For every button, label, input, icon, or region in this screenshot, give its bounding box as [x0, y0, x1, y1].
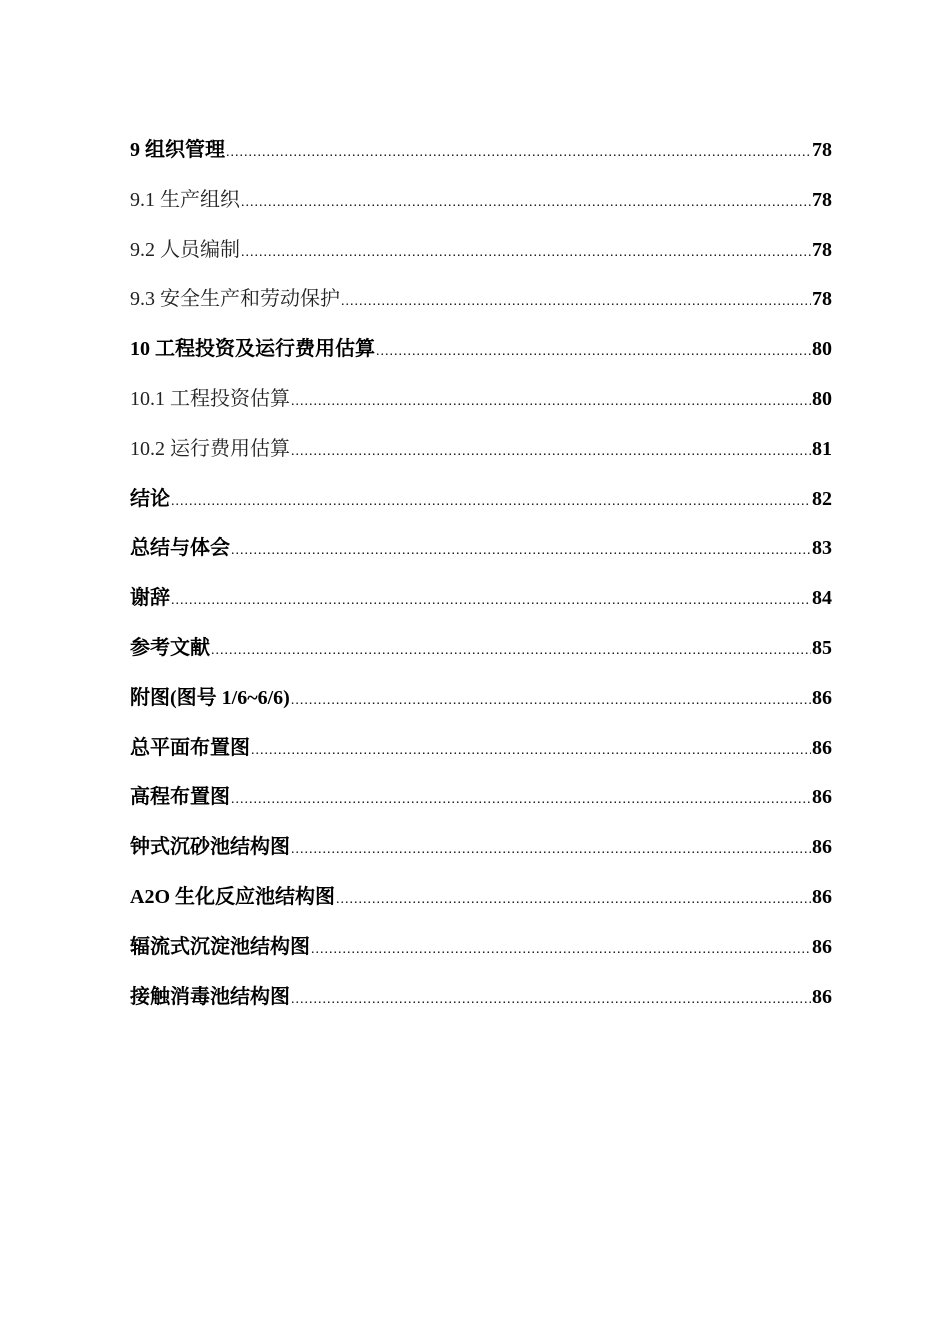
toc-entry[interactable]: [130, 184, 832, 234]
toc-entry[interactable]: [130, 632, 832, 682]
toc-entry-title: 9.2 人员编制: [130, 238, 240, 261]
toc-entry-title: 10.1 工程投资估算: [130, 387, 290, 410]
toc-entry[interactable]: [130, 981, 832, 1031]
toc-entry[interactable]: [130, 582, 832, 632]
toc-entry[interactable]: [130, 383, 832, 433]
toc-entry-page: 78: [812, 139, 832, 161]
toc-entry-page: 78: [812, 188, 832, 211]
toc-leader-dots: [291, 685, 811, 717]
toc-entry-page: 82: [812, 487, 832, 510]
toc-leader-dots: [251, 735, 811, 767]
toc-entry[interactable]: [130, 831, 832, 881]
toc-entry-page: 85: [812, 636, 832, 659]
toc-entry[interactable]: [130, 781, 832, 831]
toc-entry-title: 辐流式沉淀池结构图: [130, 935, 310, 958]
toc-entry-title: 参考文献: [130, 636, 210, 659]
toc-entry[interactable]: [130, 483, 832, 533]
toc-entry-page: 83: [812, 537, 832, 560]
toc-entry-page: 86: [812, 786, 832, 809]
toc-entry-page: 86: [812, 985, 832, 1008]
toc-entry-title: 钟式沉砂池结构图: [130, 836, 290, 859]
toc-leader-dots: [171, 585, 811, 617]
toc-entry[interactable]: [130, 532, 832, 582]
table-of-contents: [130, 134, 832, 1030]
toc-leader-dots: [226, 137, 811, 169]
toc-entry-title: 谢辞: [130, 587, 170, 610]
toc-entry[interactable]: [130, 931, 832, 981]
toc-entry[interactable]: [130, 234, 832, 284]
toc-entry-title: 10.2 运行费用估算: [130, 437, 290, 460]
toc-entry-title: 9.3 安全生产和劳动保护: [130, 288, 340, 311]
toc-entry-page: 78: [812, 288, 832, 311]
toc-entry[interactable]: [130, 881, 832, 931]
toc-leader-dots: [211, 635, 811, 667]
toc-entry-title: 高程布置图: [130, 786, 230, 809]
toc-entry-title: 10 工程投资及运行费用估算: [130, 338, 375, 361]
toc-entry[interactable]: [130, 732, 832, 782]
toc-entry[interactable]: [130, 433, 832, 483]
toc-entry-page: 86: [812, 935, 832, 958]
toc-entry-title: 接触消毒池结构图: [130, 985, 290, 1008]
toc-entry[interactable]: [130, 283, 832, 333]
toc-entry-page: 80: [812, 338, 832, 361]
toc-entry-page: 80: [812, 387, 832, 410]
toc-entry-page: 81: [812, 437, 832, 460]
toc-entry-title: 结论: [130, 487, 170, 510]
toc-entry-page: 86: [812, 736, 832, 759]
toc-entry-page: 78: [812, 238, 832, 261]
toc-entry-page: 86: [812, 836, 832, 859]
toc-entry-title: 9.1 生产组织: [130, 188, 240, 211]
toc-leader-dots: [241, 237, 811, 269]
toc-entry-title: 9 组织管理: [130, 139, 225, 161]
toc-leader-dots: [291, 834, 811, 866]
toc-leader-dots: [336, 884, 811, 916]
toc-leader-dots: [171, 486, 811, 518]
toc-leader-dots: [241, 187, 811, 219]
toc-entry-title: 总结与体会: [130, 537, 230, 560]
toc-entry[interactable]: [130, 134, 832, 184]
toc-leader-dots: [376, 336, 811, 368]
toc-leader-dots: [231, 784, 811, 816]
toc-entry[interactable]: [130, 333, 832, 383]
toc-entry[interactable]: [130, 682, 832, 732]
toc-leader-dots: [311, 934, 811, 966]
toc-entry-title: A2O 生化反应池结构图: [130, 885, 335, 908]
toc-leader-dots: [291, 386, 811, 418]
toc-entry-page: 84: [812, 587, 832, 610]
toc-entry-title: 附图(图号 1/6~6/6): [130, 686, 290, 709]
toc-leader-dots: [231, 535, 811, 567]
toc-leader-dots: [341, 286, 811, 318]
toc-entry-page: 86: [812, 885, 832, 908]
toc-leader-dots: [291, 436, 811, 468]
toc-entry-title: 总平面布置图: [130, 736, 250, 759]
toc-entry-page: 86: [812, 686, 832, 709]
toc-leader-dots: [291, 984, 811, 1016]
